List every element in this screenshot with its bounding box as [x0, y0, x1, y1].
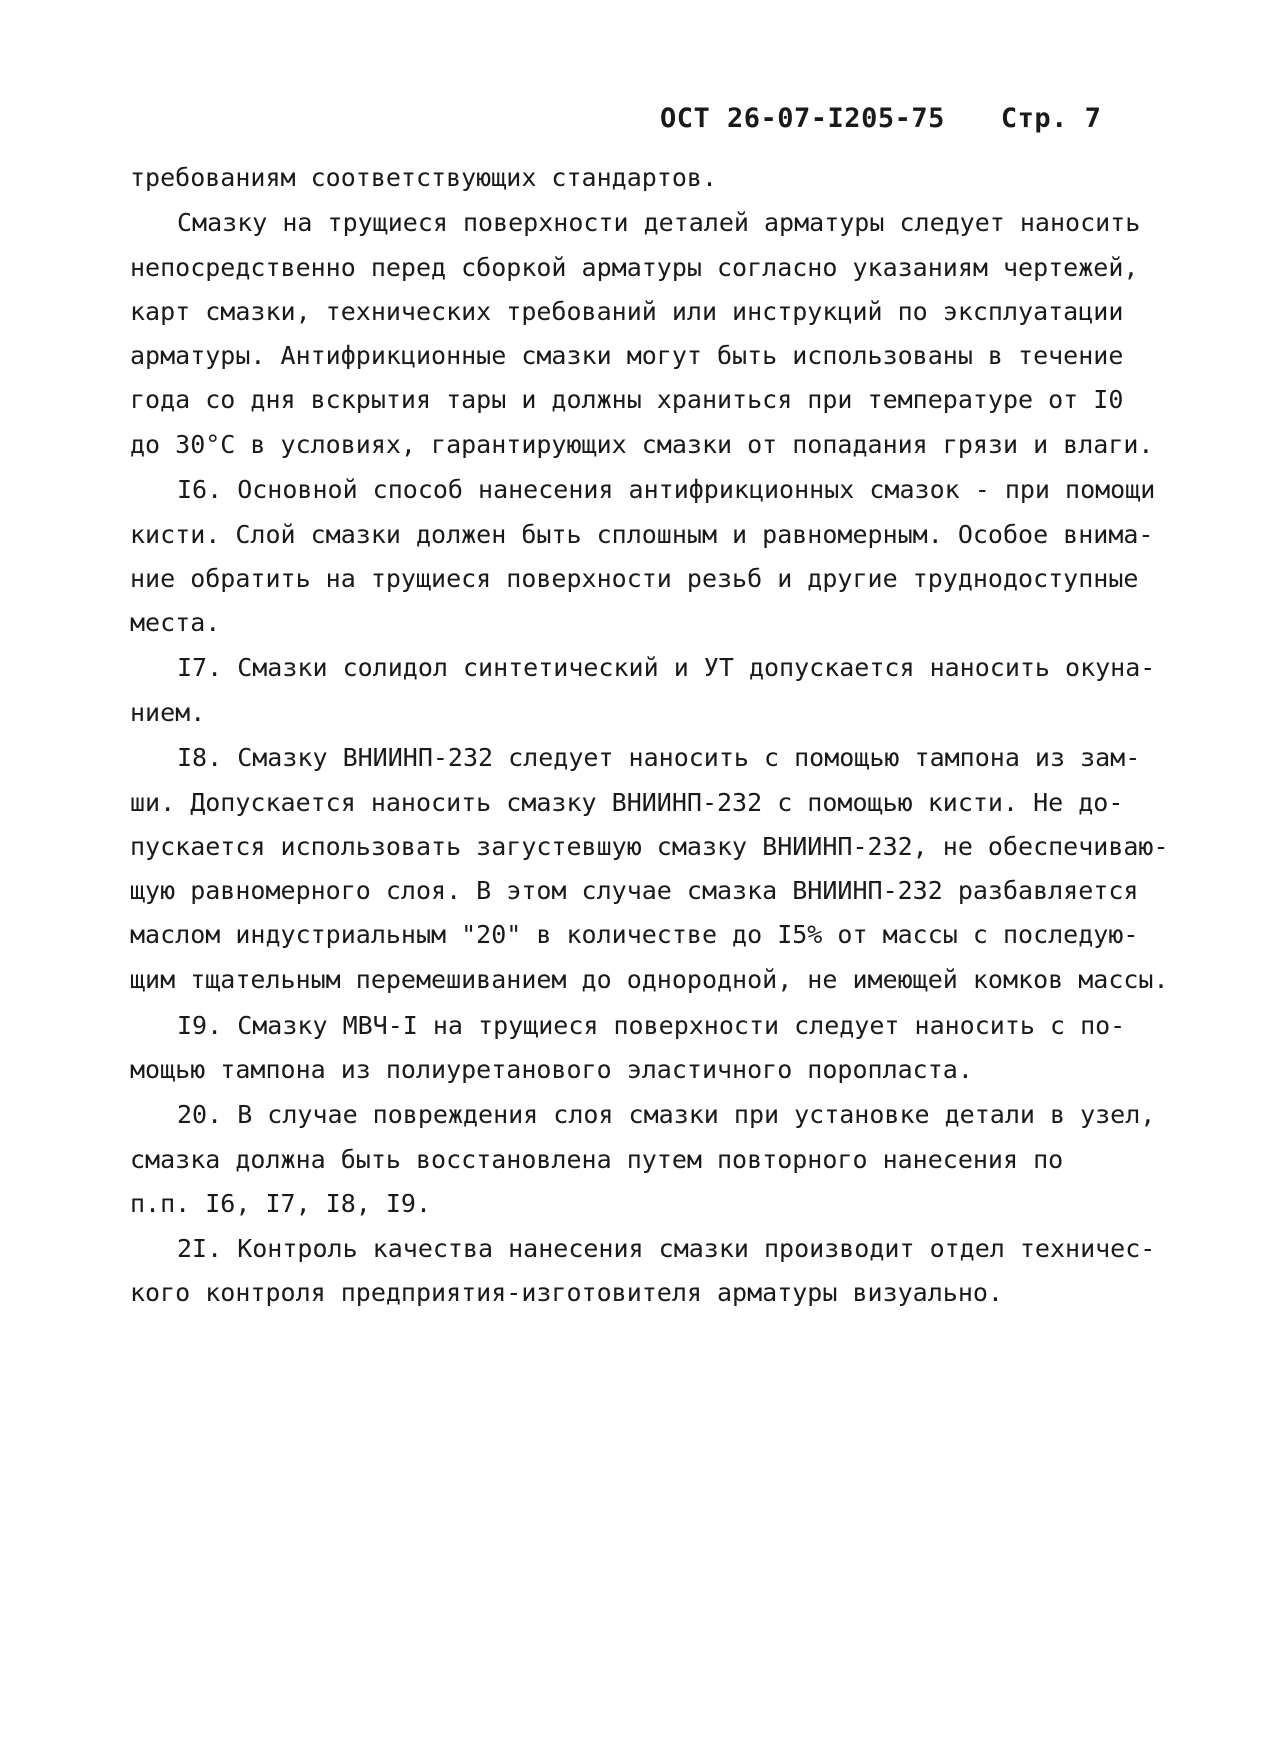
page-header — [660, 103, 1101, 134]
text-line: нием. — [130, 698, 206, 727]
text-line: 20. В случае повреждения слоя смазки при установке детали в узел, — [177, 1100, 1156, 1129]
text-line: щую равномерного слоя. В этом случае смазка ВНИИНП-232 разбавляется — [130, 876, 1139, 905]
text-line: I7. Смазки солидол синтетический и УТ допускается наносить окуна- — [177, 653, 1156, 682]
text-line: щим тщательным перемешиванием до однородной, не имеющей комков массы. — [130, 965, 1169, 994]
text-line: требованиям соответствующих стандартов. — [130, 163, 717, 192]
text-line: ши. Допускается наносить смазку ВНИИНП-232 с помощью кисти. Не до- — [130, 788, 1124, 817]
page-number: Стр. 7 — [1000, 103, 1102, 134]
text-line: ние обратить на трущиеся поверхности резьб и другие труднодоступные — [130, 564, 1139, 593]
text-line: I8. Смазку ВНИИНП-232 следует наносить с помощью тампона из зам- — [177, 743, 1141, 772]
text-line: непосредственно перед сборкой арматуры согласно указаниям чертежей, — [130, 253, 1139, 282]
text-line: кисти. Слой смазки должен быть сплошным и равномерным. Особое внима- — [130, 520, 1154, 549]
text-line: 2I. Контроль качества нанесения смазки производит отдел техничес- — [177, 1234, 1156, 1263]
text-line: маслом индустриальным "20" в количестве до I5% от массы с последую- — [130, 920, 1139, 949]
text-line: мощью тампона из полиуретанового эластичного поропласта. — [130, 1055, 973, 1084]
text-line: места. — [130, 608, 221, 637]
text-line: пускается использовать загустевшую смазку ВНИИНП-232, не обеспечиваю- — [130, 832, 1169, 861]
text-line: кого контроля предприятия-изготовителя арматуры визуально. — [130, 1278, 1003, 1307]
text-line: года со дня вскрытия тары и должны храниться при температуре от I0 — [130, 385, 1124, 414]
text-line: арматуры. Антифрикционные смазки могут быть использованы в течение — [130, 341, 1124, 370]
text-line: Смазку на трущиеся поверхности деталей арматуры следует наносить — [177, 208, 1141, 237]
text-line: смазка должна быть восстановлена путем повторного нанесения по — [130, 1145, 1064, 1174]
text-line: п.п. I6, I7, I8, I9. — [130, 1189, 432, 1218]
text-line: I6. Основной способ нанесения антифрикционных смазок - при помощи — [177, 475, 1156, 504]
text-line: I9. Смазку МВЧ-I на трущиеся поверхности следует наносить с по- — [177, 1011, 1126, 1040]
text-line: карт смазки, технических требований или инструкций по эксплуатации — [130, 297, 1124, 326]
text-line: до 30°С в условиях, гарантирующих смазки от попадания грязи и влаги. — [130, 430, 1154, 459]
document-code: ОСТ 26-07-I205-75 — [660, 103, 945, 134]
